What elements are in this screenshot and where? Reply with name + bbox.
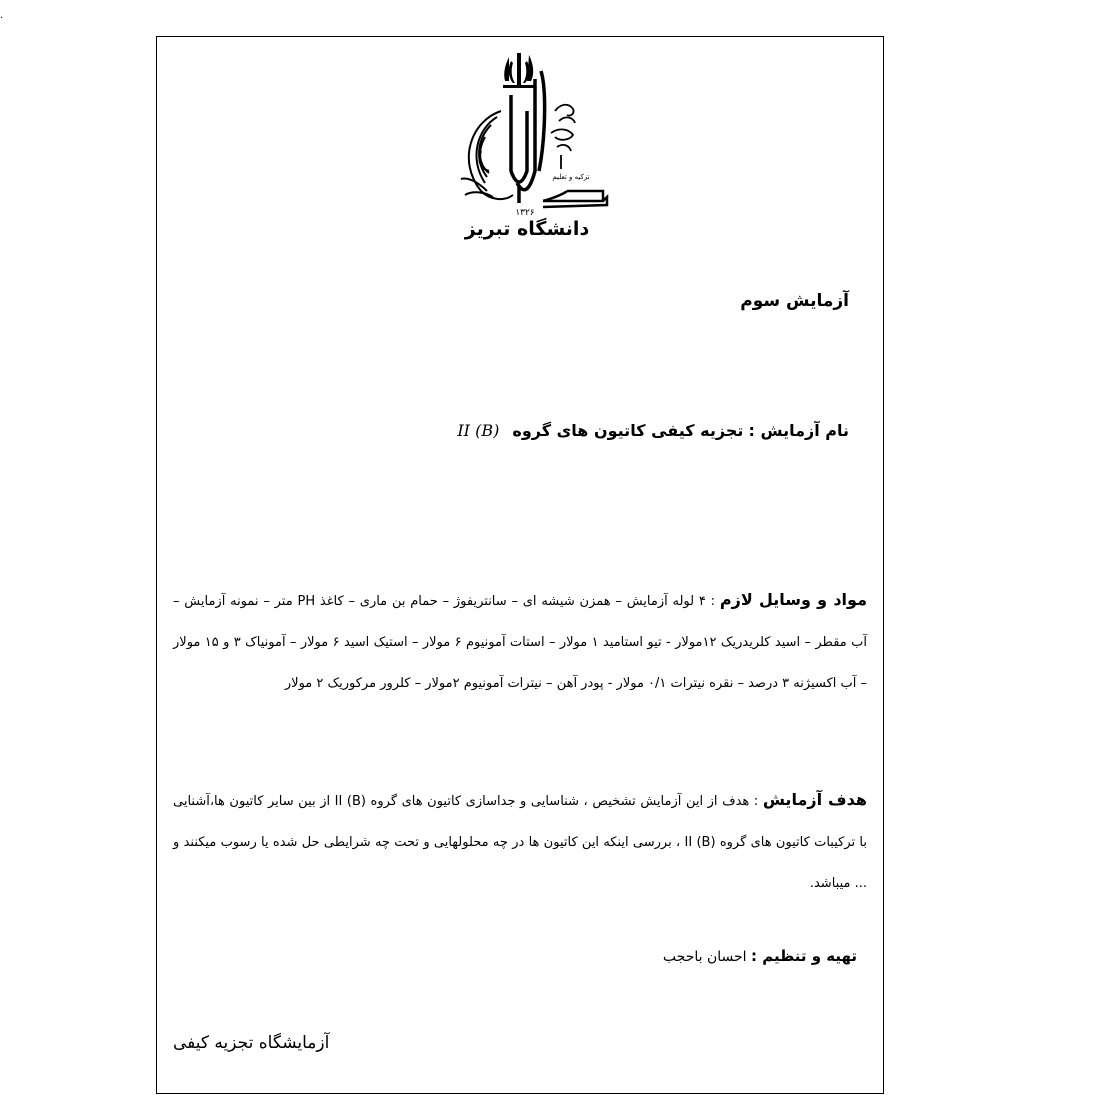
prepared-by-name: احسان باحجب [662, 949, 747, 965]
crest-icon [503, 53, 535, 88]
materials-section [173, 579, 867, 704]
goal-text: : هدف از این آزمایش تشخیص ، شناسایی و جداسازی کاتیون های گروه II (B) از بین سایر کاتیون ها،آشنایی با ترکیبات کاتیون های گروه II (B) ، بررسی اینکه این کاتیون ها در چه محلولهایی و تحت چه شرایطی حل شده یا رسوب میکنند و ... میباشد. [173, 794, 867, 891]
pen-shape [511, 71, 545, 203]
stray-mark: . [0, 10, 4, 21]
goal-label: هدف آزمایش [762, 790, 867, 809]
book-shape [543, 191, 607, 207]
materials-text: : ۴ لوله آزمایش – همزن شیشه ای – سانتریفوژ – حمام بن ماری – کاغذ PH متر – نمونه آزمایش – آب مقطر – اسید کلریدریک ۱۲مولار - تیو استامید ۱ مولار – استات آمونیوم ۶ مولار – استیک اسید ۶ مولار – آمونیاک ۳ و ۱۵ مولار – آب اکسیژنه ۳ درصد – نقره نیترات ۰/۱ مولار - پودر آهن – نیترات آمونیوم ۲مولار – کلرور مرکوریک ۲ مولار [173, 594, 867, 691]
lab-name: آزمایشگاه تجزیه کیفی [173, 1033, 330, 1053]
experiment-name-line [457, 421, 849, 440]
prepared-by-line [663, 947, 857, 965]
document-page [156, 36, 884, 1094]
goal-section [173, 779, 867, 904]
experiment-name-formula: II (B) [457, 421, 500, 440]
university-emblem-icon [447, 51, 627, 241]
experiment-heading: آزمایش سوم [740, 291, 849, 311]
experiment-name-value: تجزیه کیفی کاتیون های گروه [512, 421, 744, 440]
prepared-by-label: تهیه و تنظیم : [751, 947, 857, 965]
materials-label: مواد و وسایل لازم [719, 590, 867, 609]
experiment-name-label: نام آزمایش : [748, 421, 849, 440]
motto-text: تزکیه و تعلیم [552, 173, 590, 181]
motto-calligraphy [551, 105, 575, 169]
wing-shape [461, 111, 513, 199]
logo-year: ۱۳۲۶ [515, 208, 535, 218]
logo-university-name: دانشگاه تبریز [464, 218, 590, 240]
